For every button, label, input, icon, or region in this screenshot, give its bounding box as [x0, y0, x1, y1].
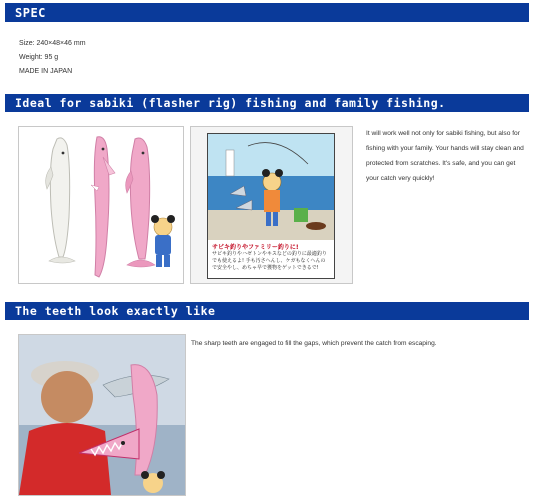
fishing-scene-image: [208, 134, 334, 240]
teeth-heading: The teeth look exactly like: [15, 304, 216, 318]
dolphin-grabbers-image: [19, 127, 183, 283]
spec-origin: MADE IN JAPAN: [19, 68, 73, 75]
ideal-header-bar: [5, 94, 529, 112]
teeth-header-bar: [5, 302, 529, 320]
spec-size: Size: 240×48×46 mm: [19, 40, 86, 47]
spec-header-bar: [5, 3, 529, 22]
manga-caption-text: サビキ釣りやハゼトンやキスなどの釣りに最適釣りでも使えるよ! 手も汚さへんし、ケガもなくへんので安全やし、めちゃ早で獲物をゲットできるで!: [212, 251, 327, 271]
manga-illustration: [190, 126, 353, 284]
teeth-description: The sharp teeth are engaged to fill the gaps, which prevent the catch from escaping.: [191, 340, 437, 347]
pink-dolphin-standing: [126, 138, 155, 267]
teeth-photo: [18, 334, 186, 496]
fisherman-with-catch-image: [19, 335, 185, 495]
product-photo: [18, 126, 184, 284]
manga-caption-heading: サビキ釣りやファミリー釣りに!: [212, 244, 299, 251]
spec-weight: Weight: 95 g: [19, 54, 59, 61]
ideal-heading: Ideal for sabiki (flasher rig) fishing and family fishing.: [15, 96, 446, 110]
spec-heading: SPEC: [15, 5, 46, 20]
manga-panel: [207, 133, 335, 279]
ideal-description: It will work well not only for sabiki fishing, but also for fishing with your family. Your hands will stay clean and protected from scratches. It's safe, and you can get your catch very quickly!: [366, 130, 524, 182]
white-dolphin-grabber: [46, 138, 75, 263]
mascot-girl-figure: [151, 215, 175, 267]
manga-caption: [212, 244, 330, 272]
pink-dolphin-open: [91, 137, 115, 277]
